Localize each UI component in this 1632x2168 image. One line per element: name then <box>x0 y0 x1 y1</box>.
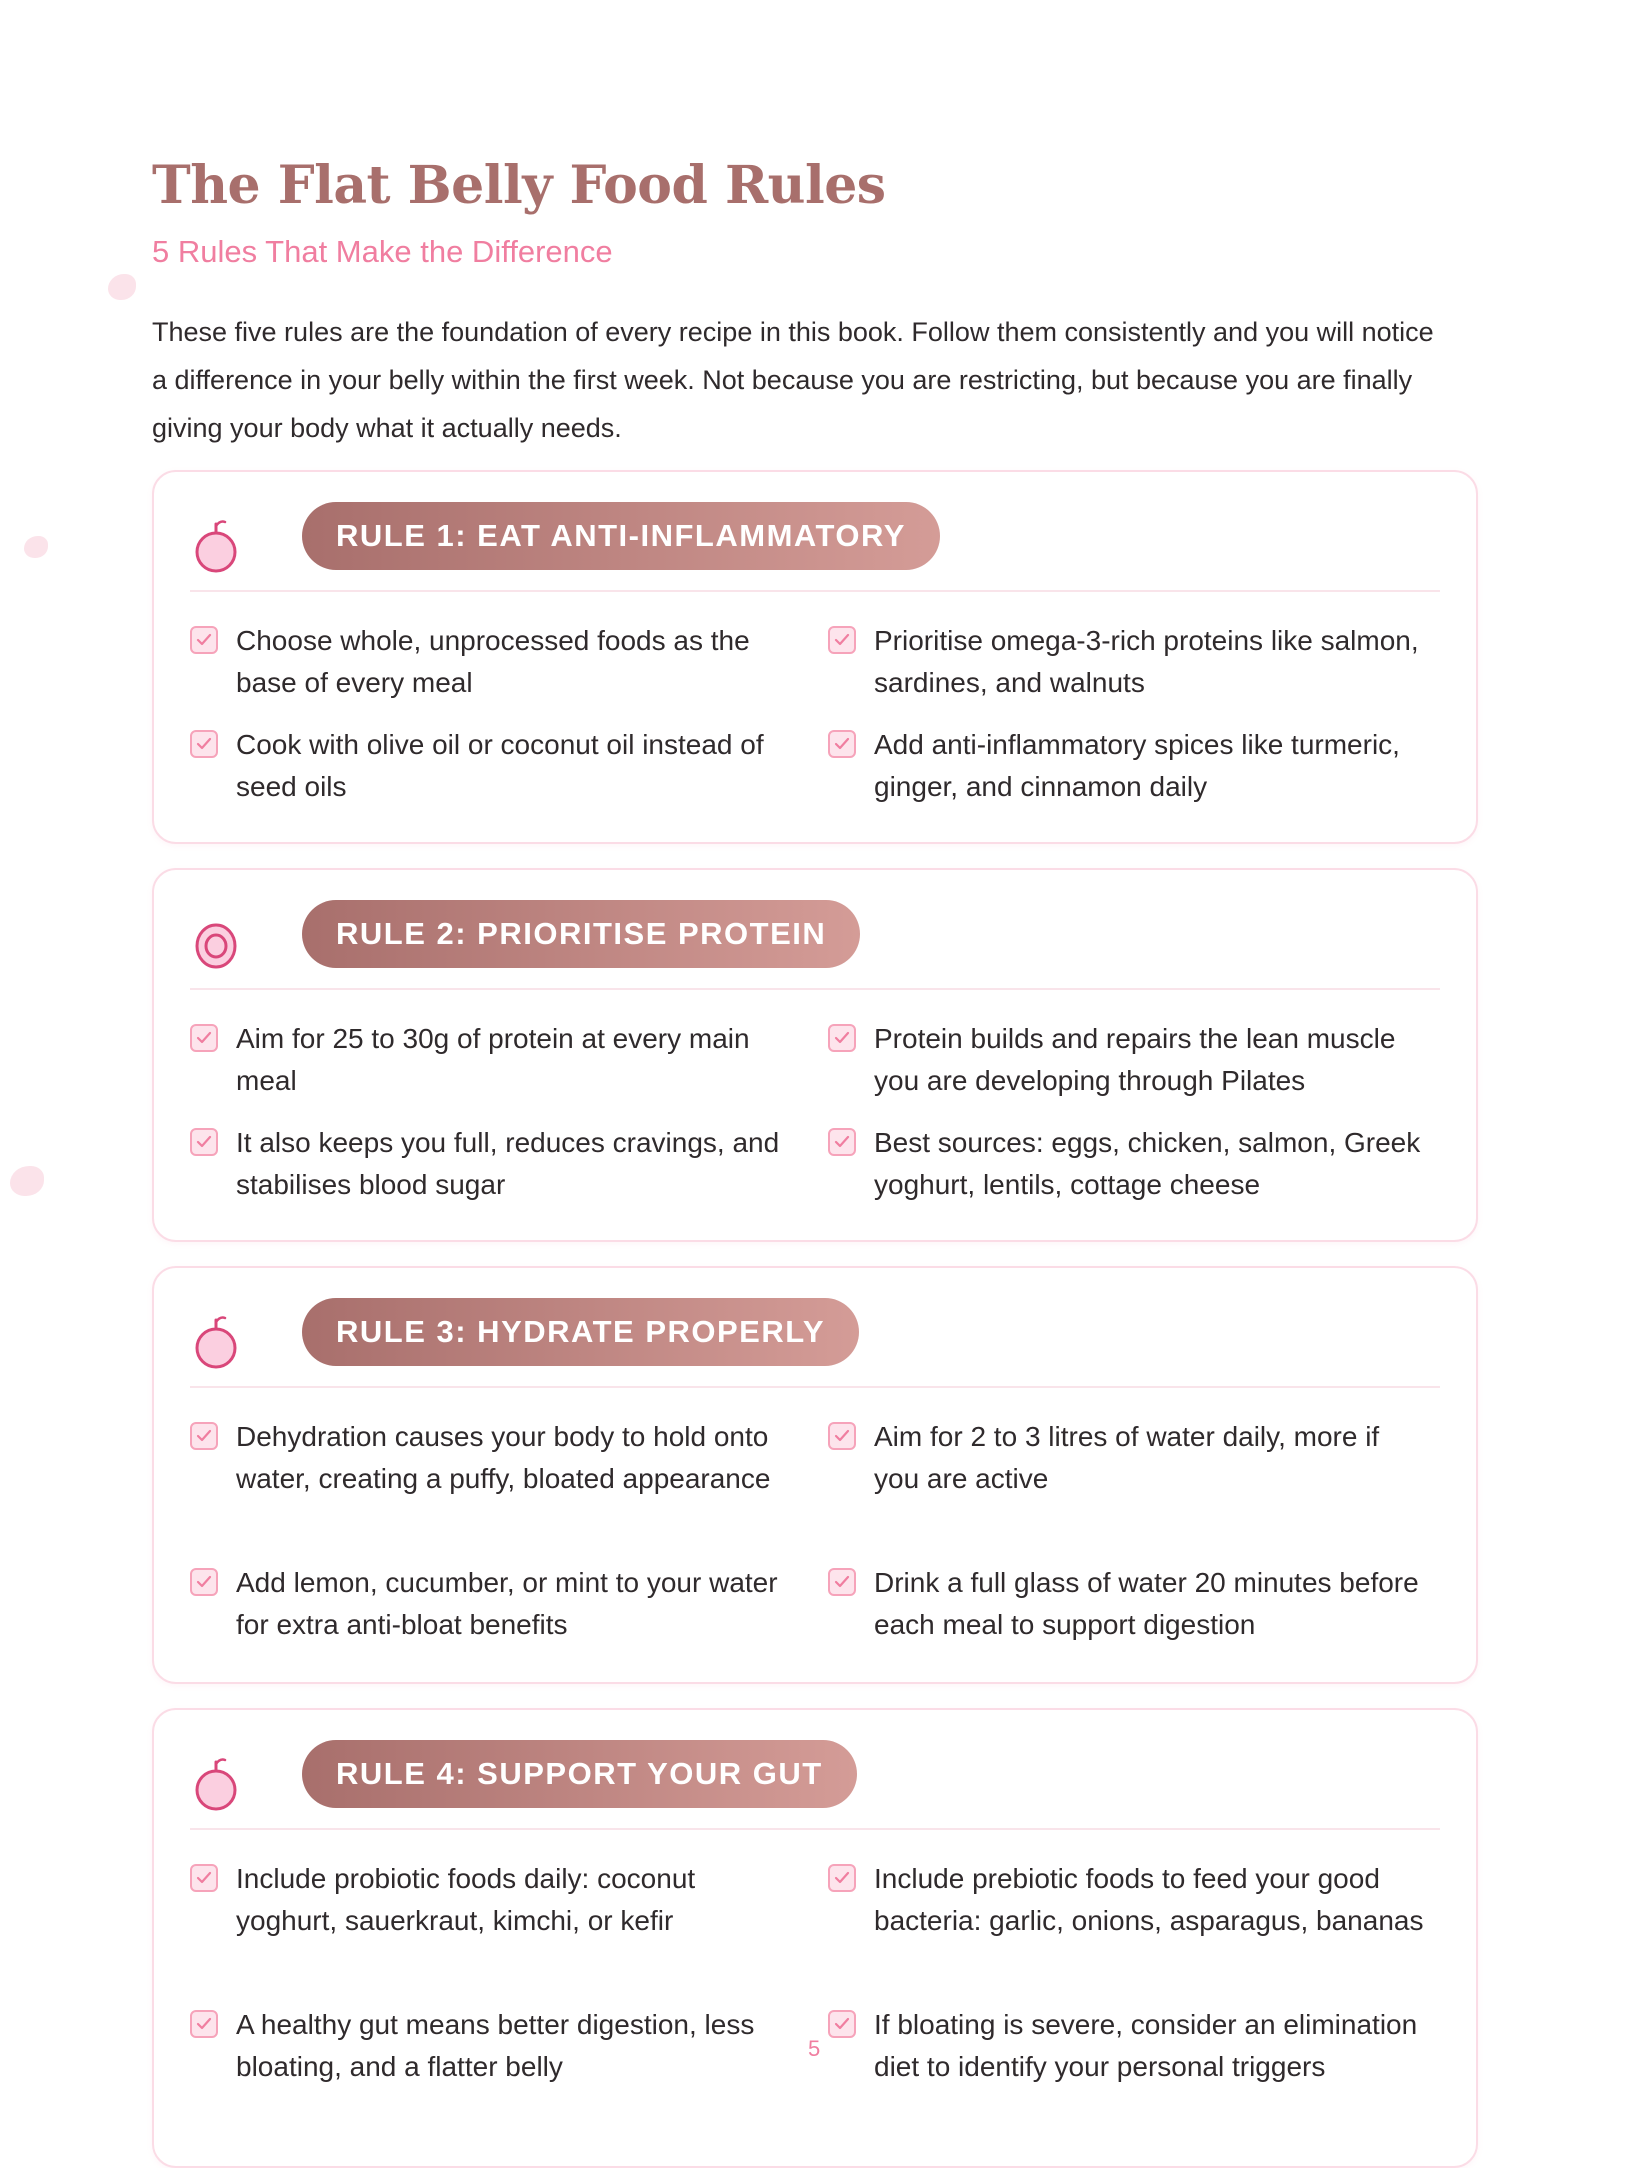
list-item: Dehydration causes your body to hold onto water, creating a puffy, bloated appearance <box>190 1416 790 1500</box>
petal-decoration <box>10 1166 44 1196</box>
checkbox-icon <box>190 730 218 758</box>
list-item: Aim for 2 to 3 litres of water daily, more if you are active <box>828 1416 1428 1500</box>
rule-card-3 <box>152 1266 1478 1684</box>
apple-icon <box>190 514 242 574</box>
page-header <box>152 150 1480 452</box>
checkbox-icon <box>190 2010 218 2038</box>
petal-decoration <box>108 274 136 300</box>
divider <box>190 590 1440 592</box>
checkbox-icon <box>828 2010 856 2038</box>
rule-card-4 <box>152 1708 1478 2168</box>
list-item: A healthy gut means better digestion, less bloating, and a flatter belly <box>190 2004 790 2088</box>
divider <box>190 1386 1440 1388</box>
list-item: Best sources: eggs, chicken, salmon, Greek yoghurt, lentils, cottage cheese <box>828 1122 1428 1206</box>
checkbox-icon <box>828 1568 856 1596</box>
list-item: Protein builds and repairs the lean muscle you are developing through Pilates <box>828 1018 1428 1102</box>
list-item: Aim for 25 to 30g of protein at every main meal <box>190 1018 790 1102</box>
checkbox-icon <box>828 1024 856 1052</box>
page-number: 5 <box>808 2036 821 2061</box>
apple-icon <box>190 1310 242 1370</box>
rule-1-label: RULE 1: EAT ANTI-INFLAMMATORY <box>302 502 940 570</box>
checkbox-icon <box>190 1128 218 1156</box>
checkbox-icon <box>828 1864 856 1892</box>
list-item: If bloating is severe, consider an elimination diet to identify your personal triggers <box>828 2004 1428 2088</box>
rule-card-2 <box>152 868 1478 1242</box>
list-item: Include prebiotic foods to feed your good bacteria: garlic, onions, asparagus, bananas <box>828 1858 1428 1942</box>
checkbox-icon <box>828 1422 856 1450</box>
page-subtitle: 5 Rules That Make the Difference <box>152 234 613 269</box>
divider <box>190 988 1440 990</box>
list-item: Include probiotic foods daily: coconut yoghurt, sauerkraut, kimchi, or kefir <box>190 1858 790 1942</box>
checkbox-icon <box>828 626 856 654</box>
rule-card-1 <box>152 470 1478 844</box>
list-item: Add lemon, cucumber, or mint to your water for extra anti-bloat benefits <box>190 1562 790 1646</box>
petal-decoration <box>24 536 48 558</box>
intro-paragraph: These five rules are the foundation of every recipe in this book. Follow them consistently and you will notice a difference in your belly within the first week. Not because you are restricting, but because you are finally giving your body what it actually needs. <box>152 317 1434 443</box>
checkbox-icon <box>190 1568 218 1596</box>
list-item: Prioritise omega-3-rich proteins like salmon, sardines, and walnuts <box>828 620 1428 704</box>
page-title: The Flat Belly Food Rules <box>152 155 886 216</box>
checkbox-icon <box>828 1128 856 1156</box>
checkbox-icon <box>190 1422 218 1450</box>
list-item: Choose whole, unprocessed foods as the base of every meal <box>190 620 790 704</box>
apple-icon <box>190 1752 242 1812</box>
list-item: Cook with olive oil or coconut oil instead of seed oils <box>190 724 790 808</box>
rule-2-label: RULE 2: PRIORITISE PROTEIN <box>302 900 860 968</box>
rule-4-label: RULE 4: SUPPORT YOUR GUT <box>302 1740 857 1808</box>
checkbox-icon <box>190 626 218 654</box>
checkbox-icon <box>190 1024 218 1052</box>
rule-3-label: RULE 3: HYDRATE PROPERLY <box>302 1298 859 1366</box>
checkbox-icon <box>828 730 856 758</box>
egg-icon <box>190 912 242 972</box>
checkbox-icon <box>190 1864 218 1892</box>
divider <box>190 1828 1440 1830</box>
list-item: Drink a full glass of water 20 minutes before each meal to support digestion <box>828 1562 1428 1646</box>
list-item: Add anti-inflammatory spices like turmeric, ginger, and cinnamon daily <box>828 724 1428 808</box>
list-item: It also keeps you full, reduces cravings, and stabilises blood sugar <box>190 1122 790 1206</box>
